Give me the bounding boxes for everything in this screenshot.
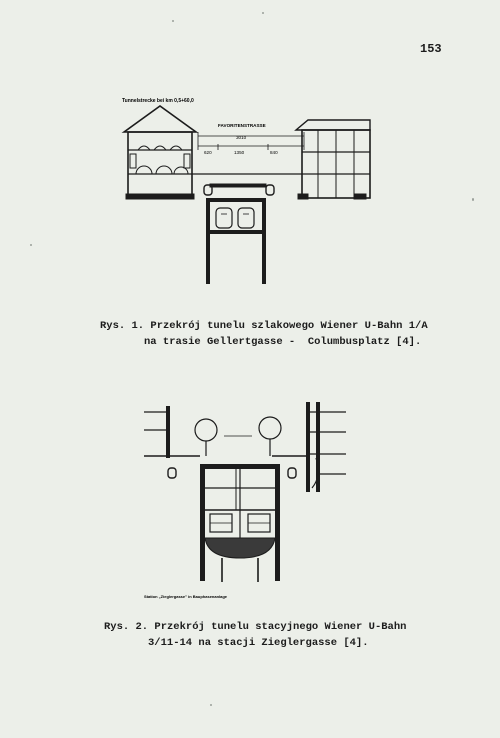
tunnel-box xyxy=(204,184,274,284)
figure-2-drawing xyxy=(140,398,360,608)
right-building xyxy=(296,120,370,199)
figure-1-caption-line-1: Rys. 1. Przekrój tunelu szlakowego Wiener U-Bahn 1/A xyxy=(100,320,428,332)
dimension-left: 620 xyxy=(204,150,212,155)
figure-1-tunnel-section xyxy=(118,90,380,290)
figure-2-caption-line-1: Rys. 2. Przekrój tunelu stacyjnego Wiener U-Bahn xyxy=(104,621,407,633)
figure-2-station-section xyxy=(140,398,360,608)
figure-1-street-name: FAVORITENSTRASSE xyxy=(218,123,266,128)
figure-2-caption xyxy=(104,619,406,651)
station-box xyxy=(200,464,280,582)
left-building xyxy=(124,106,196,199)
figure-1-top-label: Tunnelstrecke bei km 0,5+60,0 xyxy=(122,98,194,104)
right-structure xyxy=(272,402,346,492)
scan-speck xyxy=(172,20,174,22)
trees xyxy=(195,417,281,456)
scan-speck xyxy=(210,704,212,706)
left-structure xyxy=(144,406,200,478)
figure-1-caption xyxy=(100,318,428,350)
figure-1-drawing xyxy=(118,90,380,290)
page-number: 153 xyxy=(420,42,442,56)
scan-speck xyxy=(262,12,264,14)
dimension-right: 840 xyxy=(270,150,278,155)
figure-1-caption-line-2: na trasie Gellertgasse - Columbusplatz [4]. xyxy=(144,336,422,348)
dimension-total: 3010 xyxy=(236,135,247,140)
dimension-middle: 1350 xyxy=(234,150,245,155)
scan-speck xyxy=(472,198,474,201)
figure-2-bottom-label: Station „Zieglergasse" in Bauphasenanlage xyxy=(144,594,228,599)
figure-2-caption-line-2: 3/11-14 na stacji Zieglergasse [4]. xyxy=(148,637,369,649)
scan-speck xyxy=(30,244,32,246)
